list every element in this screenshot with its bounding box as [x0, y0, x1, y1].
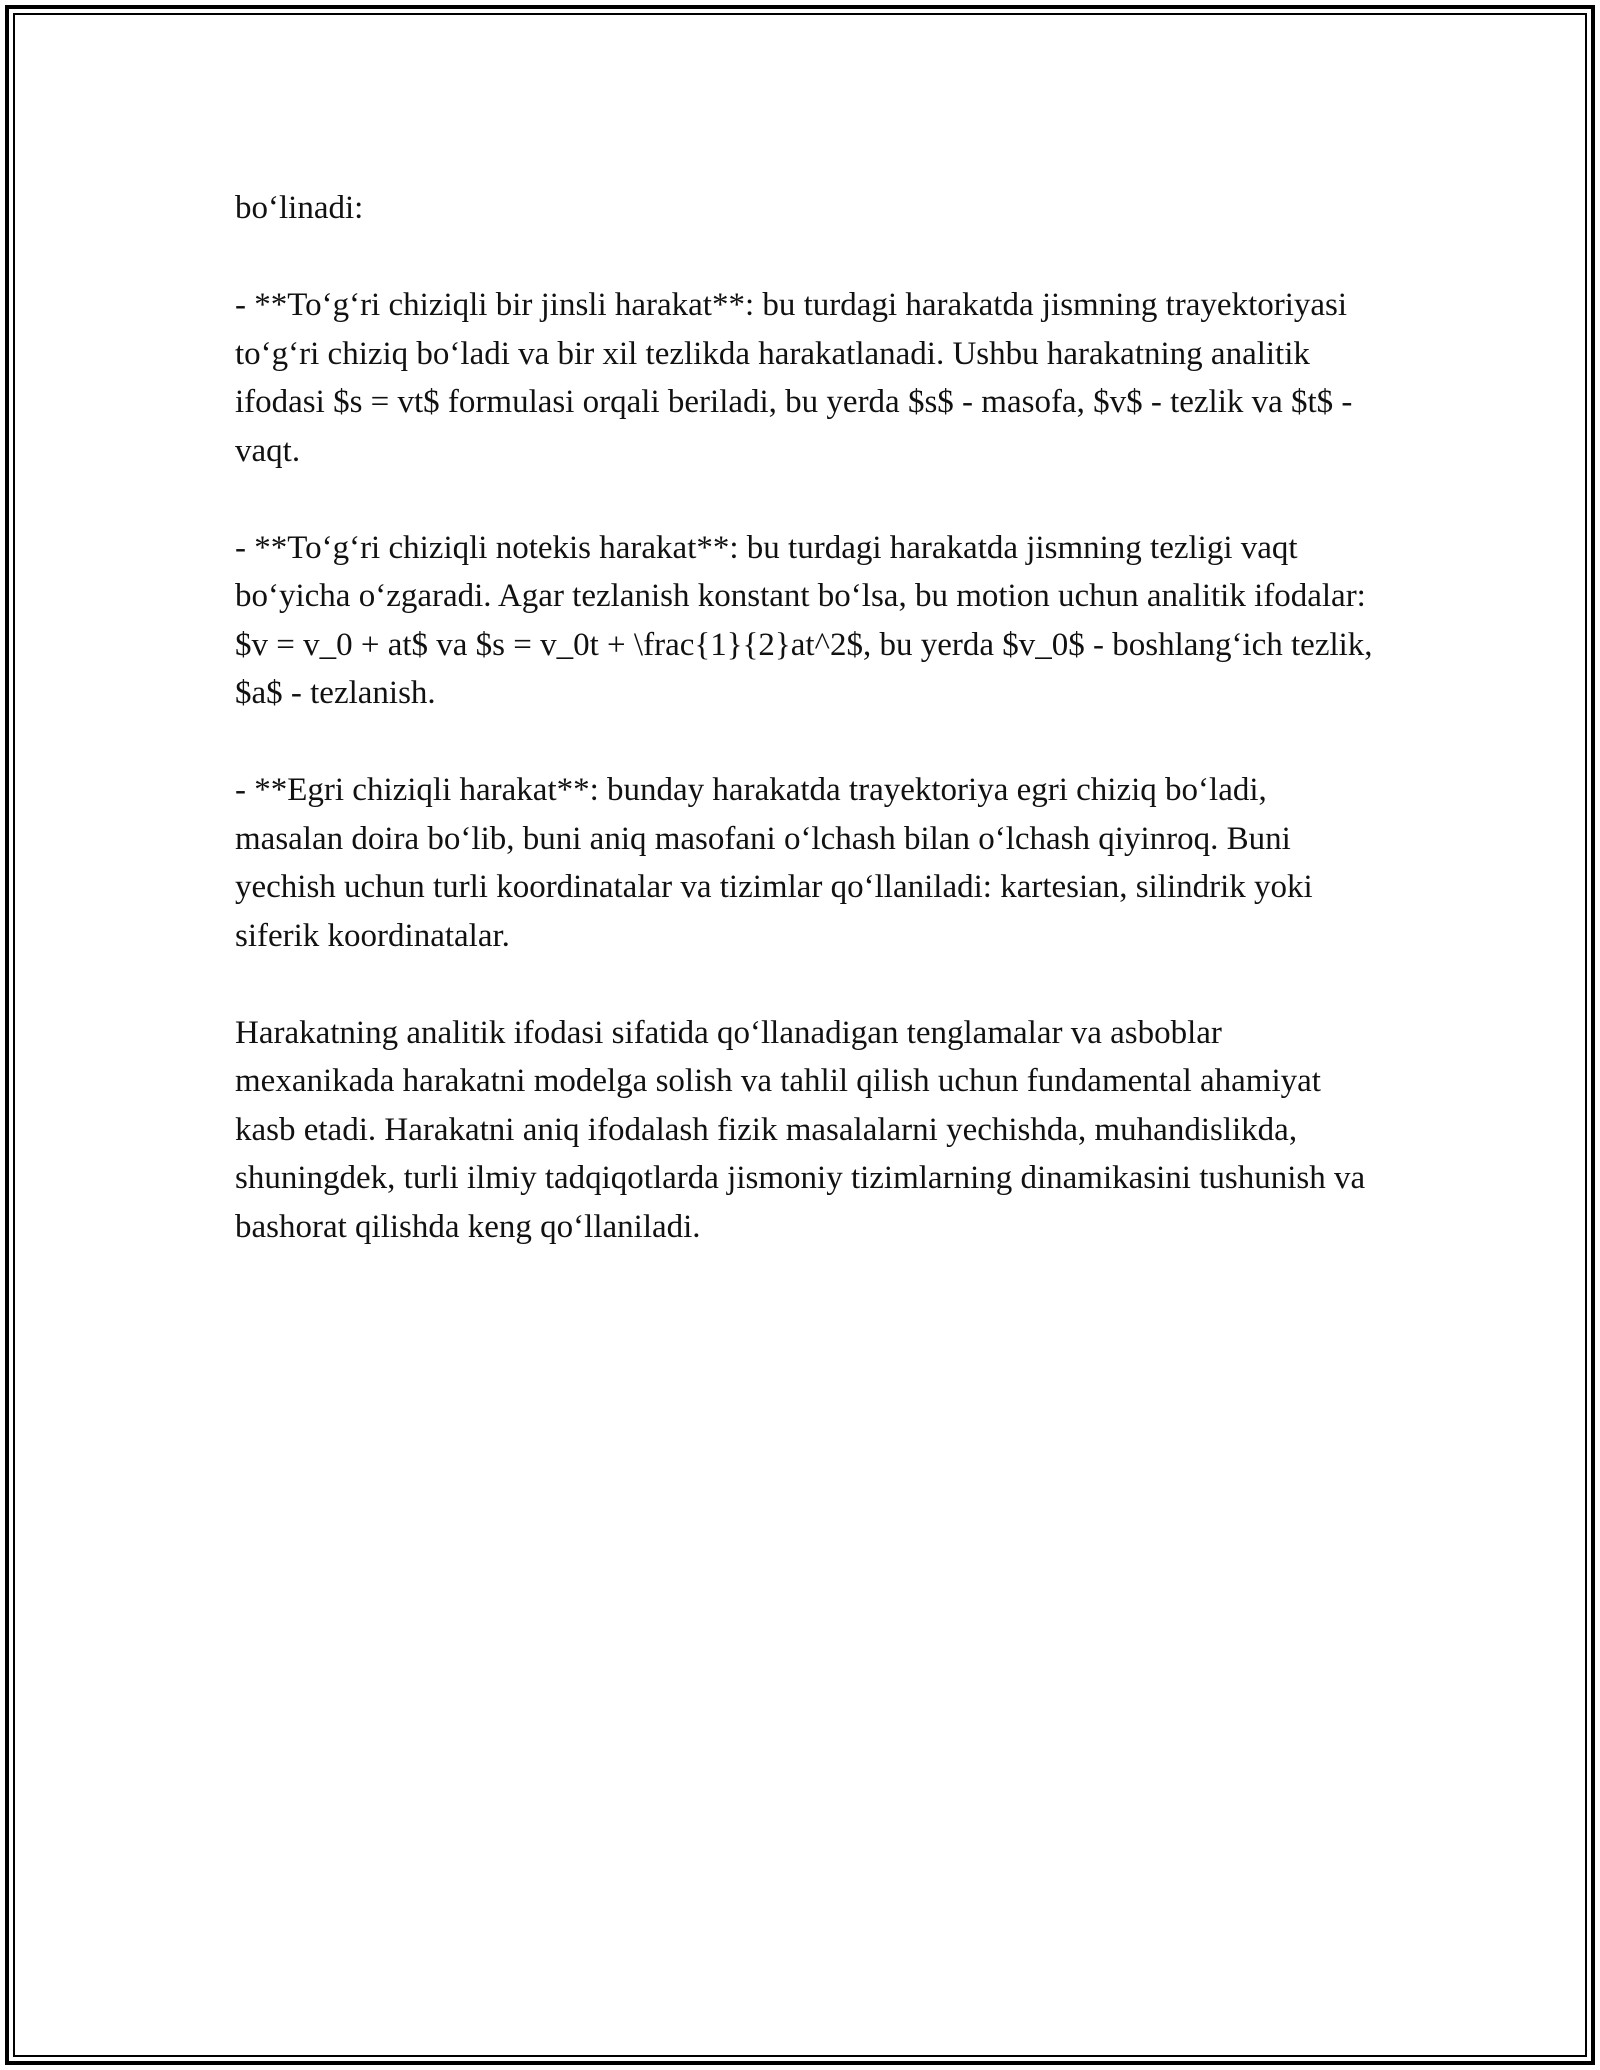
paragraph-continuation: bo‘linadi: — [235, 190, 364, 226]
paragraph-conclusion: Harakatning analitik ifodasi sifatida qo‘llanadigan tenglamalar va asboblar mexanikada harakatni modelga solish va tahlil qilish uchun fundamental ahamiyat kasb etadi. Harakatni aniq ifodalash fizik masalalarni yechishda, muhandislikda, shuningdek, turli ilmiy tadqiqotlarda jismoniy tizimlarning dinamikasini tushunish va bashorat qilishda keng qo‘llaniladi. — [235, 1014, 1366, 1245]
paragraph-uniform-motion: - **To‘g‘ri chiziqli bir jinsli harakat**: bu turdagi harakatda jismning trayektoriyasi to‘g‘ri chiziq bo‘ladi va bir xil tezlikda harakatlanadi. Ushbu harakatning analitik ifodasi $s = vt$ formulasi orqali beriladi, bu yerda $s$ - masofa, $v$ - tezlik va $t$ - vaqt. — [235, 287, 1353, 469]
paragraph-nonuniform-motion: - **To‘g‘ri chiziqli notekis harakat**: bu turdagi harakatda jismning tezligi vaqt bo‘yicha o‘zgaradi. Agar tezlanish konstant bo‘lsa, bu motion uchun analitik ifodalar: $v = v_0 + at$ va $s = v_0t + \frac{1}{2}at^2$, bu yerda $v_0$ - boshlang‘ich tezlik, $a$ - tezlanish. — [235, 529, 1373, 711]
document-body — [235, 184, 1375, 1300]
paragraph-curvilinear-motion: - **Egri chiziqli harakat**: bunday harakatda trayektoriya egri chiziq bo‘ladi, masalan doira bo‘lib, buni aniq masofani o‘lchash bilan o‘lchash qiyinroq. Buni yechish uchun turli koordinatalar va tizimlar qo‘llaniladi: kartesian, silindrik yoki siferik koordinatalar. — [235, 772, 1313, 954]
